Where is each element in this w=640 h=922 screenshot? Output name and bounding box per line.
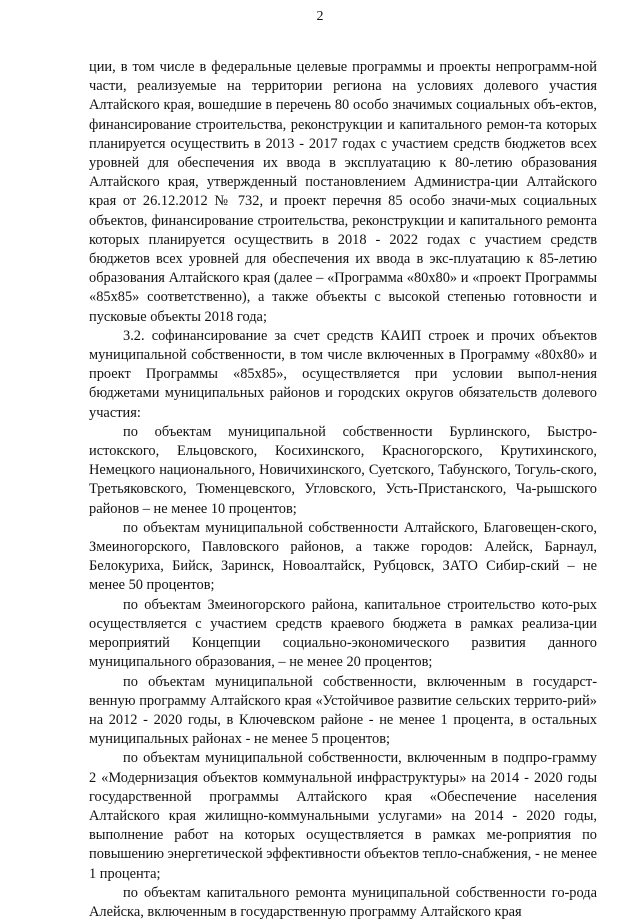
paragraph-50-percent: по объектам муниципальной собственности Алтайского, Благовещен-ского, Змеиногорского, Павловского районов, а также городов: Алейск, Барнаул, Белокуриха, Бийск, Заринск, Новоалтайск, Рубцовск, ЗАТО Сибир-ский – не менее 50 процентов; [89, 519, 597, 594]
paragraph-continuation: ции, в том числе в федеральные целевые программы и проекты непрограмм-ной части, реализуемые на территории региона на условиях долевого участия Алтайского края, вошедшие в перечень 80 особо значимых социальных объ-ектов, финансирование строительства, реконструкции и капитального ремон-та которых планируется осуществить в 2013 - 2017 годах с участием средств бюджетов всех уровней для обеспечения их ввода в эксплуатацию к 80-летию образования Алтайского края, утвержденный постановлением Администра-ции Алтайского края от 26.12.2012 № 732, и проект перечня 85 особо значи-мых социальных объектов, финансирование строительства, реконструкции и капитального ремонта которых планируется осуществить в 2018 - 2022 годах с участием средств бюджетов всех уровней для обеспечения их ввода в экс-плуатацию к 85-летию образования Алтайского края (далее – «Программа «80х80» и «проект Программы «85х85» соответственно), а также объекты с высокой степенью готовности и пусковые объекты 2018 года; [89, 59, 597, 325]
document-body [89, 58, 597, 922]
paragraph-aleysk: по объектам капитального ремонта муниципальной собственности го-рода Алейска, включенным в государственную программу Алтайского края [89, 884, 597, 920]
paragraph-10-percent: по объектам муниципальной собственности Бурлинского, Быстро-истокского, Ельцовского, Косихинского, Красногорского, Крутихинского, Немецкого национального, Новичихинского, Суетского, Табунского, Тогуль-ского, Третьяковского, Тюменцевского, Угловского, Усть-Пристанского, Ча-рышского районов – не менее 10 процентов; [89, 423, 597, 517]
paragraph-rural-development: по объектам муниципальной собственности, включенным в государст-венную программу Алтайского края «Устойчивое развитие сельских террито-рий» на 2012 - 2020 годы, в Ключевском районе - не менее 1 процента, в остальных муниципальных районах - не менее 5 процентов; [89, 673, 597, 748]
paragraph-utility-modernization: по объектам муниципальной собственности, включенным в подпро-грамму 2 «Модернизация объектов коммунальной инфраструктуры» на 2014 - 2020 годы государственной программы Алтайского края «Обеспечение населения Алтайского края жилищно-коммунальными услугами» на 2014 - 2020 годы, выполнение работ на которых осуществляется в рамках ме-роприятия по повышению энергетической эффективности объектов тепло-снабжения, - не менее 1 процента; [89, 750, 597, 882]
paragraph-zmeinogorsk: по объектам Змеиногорского района, капитальное строительство кото-рых осуществляется с участием средств краевого бюджета в рамках реализа-ции мероприятий Концепции социально-экономического развития данного муниципального образования, – не менее 20 процентов; [89, 596, 597, 671]
paragraph-3-2: 3.2. софинансирование за счет средств КАИП строек и прочих объектов муниципальной собственности, в том числе включенных в Программу «80х80» и проект Программы «85х85», осуществляется при условии выпол-нения бюджетами муниципальных районов и городских округов обязательств долевого участия: [89, 327, 597, 421]
page-number: 2 [316, 9, 324, 24]
